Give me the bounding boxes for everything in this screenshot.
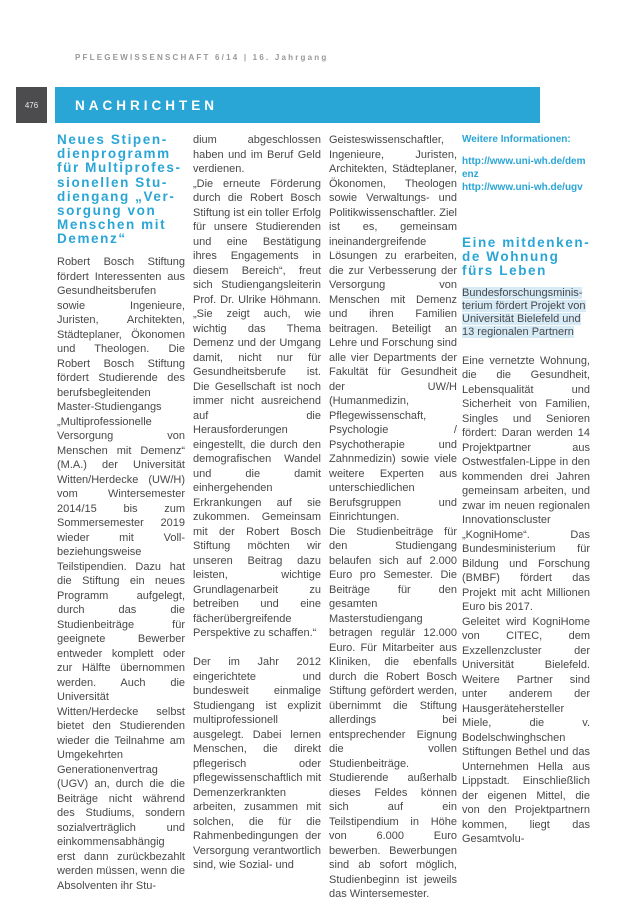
article2-paragraph: Eine vernetzte Wohnung, die die Gesundheit, Lebensqualität und Sicherheit von Familien, Singles und Senioren fördert: Daran werden 14 Projektpartner aus Ostwestfalen-Lippe in den kommenden drei Jahren gemeinsam arbeiten, und zwar im neuen regionalen Innovationscluster „KogniHome“. Das Bundesministerium für Bildung und Forschung (BMBF) fördert das Projekt mit acht Millionen Euro bis 2017.	[462, 354, 590, 614]
article2-paragraph: Geleitet wird KogniHome von CITEC, dem Exzellenzcluster der Universität Bielefeld. Weitere Partner sind unter anderem der Hausgerätehersteller Miele, die v. Bodelschwinghschen Stiftungen Bethel und das Unternehmen Hella aus Lippstadt. Einschließlich der eigenen Mittel, die von den Projektpartnern kommen, liegt das Gesamtvolu-	[462, 615, 590, 846]
article1-title: Neues Stipendienprogramm für Multiprofessionellen Studiengang „Versorgung von Menschen mit Demenz“	[57, 132, 180, 247]
article1-paragraph: Geisteswissenschaftler, Ingenieure, Juristen, Architekten, Städteplaner, Ökonomen, Theologen sowie Verwaltungs- und Politikwissenschaftler. Ziel ist es, gemeinsam ineinandergreifende Lösungen zu erarbeiten, die zur Verbesserung der Versorgung von Menschen mit Demenz und ihren Familien beitragen. Beteiligt an Lehre und Forschung sind alle vier Departments der Fakultät für Gesundheit der UW/H (Humanmedizin, Pflegewissenschaft, Psychologie / Psychotherapie und Zahnmedizin) sowie viele weitere Experten aus unterschiedlichen Berufsgruppen und Einrichtungen.	[329, 134, 457, 523]
section-title: NACHRICHTEN	[75, 97, 218, 113]
article1-paragraph: Robert Bosch Stiftung fördert Interessenten aus Gesundheitsberufen sowie Ingenieure, Juristen, Architekten, Städteplaner, Ökonomen und Theologen. Die Robert Bosch Stiftung fördert Studierende des berufsbegleitenden Master-Studiengangs „Multiprofessionelle Versorgung von Menschen mit Demenz“ (M.A.) der Universität Witten/Herdecke (UW/H) vom Wintersemester 2014/15 bis zum Sommersemester 2019 wieder mit Voll- beziehungsweise Teilstipendien. Dazu hat die Stiftung ein neues Programm aufgelegt, durch das die Studienbeiträge für geeignete Bewerber entweder komplett oder zur Hälfte übernommen werden. Auch die Universität Witten/Herdecke selbst bietet den Studierenden wieder die Teilnahme am Umgekehrten Generationenvertrag (UGV) an, durch die die Beiträge nicht während des Studiums, sondern sozialverträglich und einkommensabhängig erst dann zurückbezahlt werden müssen, wenn die Absolventen ihr Stu-	[57, 256, 185, 892]
text-column-1	[57, 133, 185, 893]
page-number-tab	[16, 87, 47, 123]
article2-title: Eine mitdenkende Wohnung fürs Leben	[462, 235, 589, 279]
page-number: 476	[24, 100, 39, 110]
article1-paragraph: Der im Jahr 2012 eingerichtete und bundesweit einmalige Studiengang ist explizit multiprofessionell ausgelegt. Dabei lernen Menschen, die direkt pflegerisch oder pflegewissenschaftlich mit Demenzerkrankten arbeiten, zusammen mit solchen, die für die Rahmenbedingungen der Versorgung verantwortlich sind, wie Sozial- und	[193, 656, 321, 871]
text-column-4	[462, 133, 590, 847]
article1-paragraph: „Die erneute Förderung durch die Robert Bosch Stiftung ist ein toller Erfolg für unsere Studierenden und eine Bestätigung ihres Engagements in diesem Bereich“, freut sich Studiengangsleiterin Prof. Dr. Ulrike Höhmann. „Sie zeigt auch, wie wichtig das Thema Demenz und der Umgang damit, nicht nur für Gesundheitsberufe ist. Die Gesellschaft ist noch immer nicht ausreichend auf die Herausforderungen eingestellt, die durch den demografischen Wandel und die damit einhergehenden Erkrankungen auf sie zukommen. Gemeinsam mit der Robert Bosch Stiftung möchten wir unseren Beitrag dazu leisten, wichtige Grundlagenarbeit zu betreiben und eine fächerübergreifende Perspektive zu schaffen.“	[193, 177, 321, 639]
section-banner	[55, 87, 540, 123]
article2-standfirst	[462, 287, 590, 339]
text-column-2	[193, 133, 321, 873]
article1-paragraph: dium abgeschlossen haben und im Beruf Geld verdienen.	[193, 134, 321, 175]
more-info-label: Weitere Informationen:	[462, 134, 571, 145]
article1-paragraph: Die Studienbeiträge für den Studiengang belaufen sich auf 2.000 Euro pro Semester. Die Beiträge für den gesamten Masterstudiengang betragen regulär 12.000 Euro. Für Mitarbeiter aus Kliniken, die ebenfalls durch die Robert Bosch Stiftung gefördert werden, übernimmt die Stiftung allerdings bei entsprechender Eignung die vollen Studienbeiträge. Studierende außerhalb dieses Feldes können sich auf ein Teilstipendium in Höhe von 6.000 Euro bewerben. Bewerbungen sind ab sofort möglich, Studienbeginn ist jeweils das Wintersemester.	[329, 525, 457, 900]
link-uni-wh-demenz[interactable]: http://www.uni-wh.de/demenz	[462, 156, 586, 180]
link-uni-wh-ugv[interactable]: http://www.uni-wh.de/ugv	[462, 182, 583, 193]
journal-masthead: PFLEGEWISSENSCHAFT 6/14 | 16. Jahrgang	[75, 53, 329, 62]
text-column-3	[329, 133, 457, 902]
standfirst-highlight: Bundesforschungsministerium fördert Projekt von Universität Bielefeld und 13 regionalen Partnern	[462, 286, 586, 338]
